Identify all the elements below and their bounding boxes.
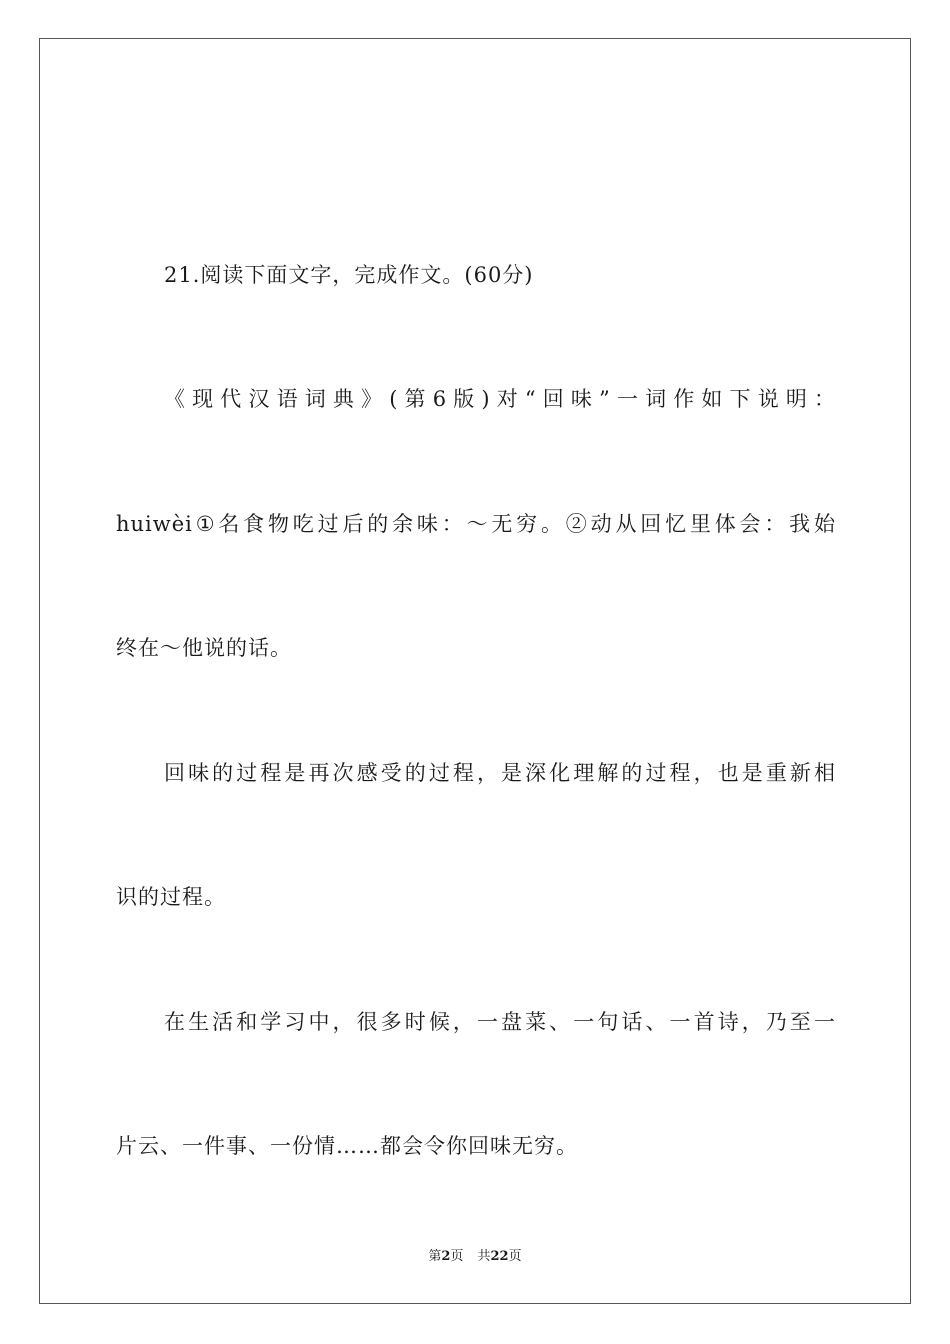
footer-total-prefix: 共 <box>477 1249 491 1264</box>
footer-total-pages: 22 <box>490 1249 509 1264</box>
footer-total-unit: 页 <box>508 1249 522 1264</box>
paragraph-1-line-1: 回味的过程是再次感受的过程，是深化理解的过程，也是重新相 <box>164 761 836 785</box>
definition-line-1: huiwèi①名食物吃过后的余味：～无穷。②动从回忆里体会：我始 <box>116 512 836 536</box>
page-frame <box>39 38 911 1304</box>
footer-prefix: 第 <box>428 1249 442 1264</box>
footer-page-number: 2 <box>441 1249 451 1264</box>
page-footer <box>0 1248 950 1266</box>
question-heading: 21.阅读下面文字，完成作文。(60分) <box>164 263 534 287</box>
paragraph-2-line-1: 在生活和学习中，很多时候，一盘菜、一句话、一首诗，乃至一 <box>164 1010 836 1034</box>
dictionary-intro: 《现代汉语词典》(第6版)对“回味”一词作如下说明： <box>164 387 836 411</box>
footer-page-unit: 页 <box>450 1249 464 1264</box>
paragraph-1-line-2: 识的过程。 <box>116 885 226 909</box>
definition-line-2: 终在～他说的话。 <box>116 636 292 660</box>
paragraph-2-line-2: 片云、一件事、一份情……都会令你回味无穷。 <box>116 1134 578 1158</box>
